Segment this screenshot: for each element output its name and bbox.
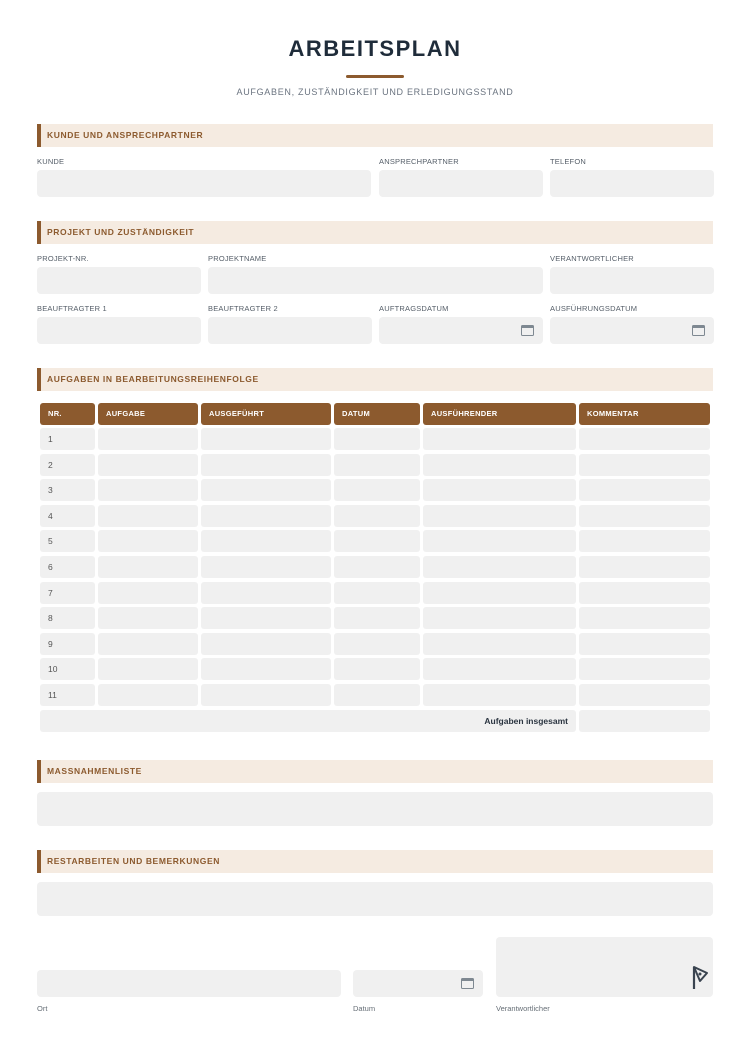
- task-cell-ausfuehrender[interactable]: [423, 684, 576, 706]
- ansprechpartner-label: ANSPRECHPARTNER: [379, 157, 459, 166]
- projekt-nr-field[interactable]: [37, 267, 201, 294]
- task-cell-ausfuehrender[interactable]: [423, 505, 576, 527]
- task-cell-aufgabe[interactable]: [98, 556, 198, 578]
- task-cell-ausgefuehrt[interactable]: [201, 479, 331, 501]
- datum-field[interactable]: [353, 970, 483, 997]
- projekt-nr-label: PROJEKT-NR.: [37, 254, 89, 263]
- telefon-label: TELEFON: [550, 157, 586, 166]
- task-row-number: 3: [40, 479, 95, 501]
- section-heading-project: PROJEKT UND ZUSTÄNDIGKEIT: [37, 221, 713, 244]
- task-cell-ausfuehrender[interactable]: [423, 479, 576, 501]
- kunde-label: KUNDE: [37, 157, 65, 166]
- task-cell-kommentar[interactable]: [579, 479, 710, 501]
- verantwortlicher-signature-label: Verantwortlicher: [496, 1004, 550, 1013]
- task-cell-aufgabe[interactable]: [98, 428, 198, 450]
- kunde-field[interactable]: [37, 170, 371, 197]
- task-cell-kommentar[interactable]: [579, 428, 710, 450]
- task-cell-aufgabe[interactable]: [98, 479, 198, 501]
- task-cell-datum[interactable]: [334, 428, 420, 450]
- task-cell-aufgabe[interactable]: [98, 582, 198, 604]
- task-cell-aufgabe[interactable]: [98, 658, 198, 680]
- verantwortlicher-field[interactable]: [550, 267, 714, 294]
- task-cell-datum[interactable]: [334, 505, 420, 527]
- title-underline: [346, 75, 404, 78]
- task-cell-datum[interactable]: [334, 607, 420, 629]
- task-cell-ausfuehrender[interactable]: [423, 530, 576, 552]
- task-cell-kommentar[interactable]: [579, 633, 710, 655]
- ausfuehrungsdatum-field[interactable]: [550, 317, 714, 344]
- task-row-number: 10: [40, 658, 95, 680]
- task-row-number: 7: [40, 582, 95, 604]
- task-cell-ausgefuehrt[interactable]: [201, 684, 331, 706]
- task-row-number: 4: [40, 505, 95, 527]
- task-cell-ausfuehrender[interactable]: [423, 607, 576, 629]
- calendar-icon[interactable]: [692, 325, 705, 336]
- task-cell-ausgefuehrt[interactable]: [201, 633, 331, 655]
- telefon-field[interactable]: [550, 170, 714, 197]
- task-cell-datum[interactable]: [334, 530, 420, 552]
- projektname-label: PROJEKTNAME: [208, 254, 267, 263]
- task-cell-datum[interactable]: [334, 658, 420, 680]
- section-heading-remarks: RESTARBEITEN UND BEMERKUNGEN: [37, 850, 713, 873]
- column-header-ausgefuehrt: AUSGEFÜHRT: [201, 403, 331, 425]
- page-title: ARBEITSPLAN: [288, 36, 462, 61]
- task-row-number: 1: [40, 428, 95, 450]
- beauftragter-2-label: BEAUFTRAGTER 2: [208, 304, 278, 313]
- column-header-ausfuehrender: AUSFÜHRENDER: [423, 403, 576, 425]
- task-row-number: 11: [40, 684, 95, 706]
- task-cell-datum[interactable]: [334, 479, 420, 501]
- task-cell-kommentar[interactable]: [579, 582, 710, 604]
- column-header-nr: NR.: [40, 403, 95, 425]
- task-cell-ausgefuehrt[interactable]: [201, 607, 331, 629]
- task-cell-ausfuehrender[interactable]: [423, 428, 576, 450]
- task-cell-aufgabe[interactable]: [98, 454, 198, 476]
- signature-field[interactable]: [496, 937, 713, 997]
- task-cell-ausgefuehrt[interactable]: [201, 556, 331, 578]
- task-cell-aufgabe[interactable]: [98, 530, 198, 552]
- task-row-number: 6: [40, 556, 95, 578]
- datum-label: Datum: [353, 1004, 376, 1013]
- ansprechpartner-field[interactable]: [379, 170, 543, 197]
- task-cell-ausgefuehrt[interactable]: [201, 505, 331, 527]
- measures-field[interactable]: [37, 792, 713, 826]
- ausfuehrungsdatum-label: AUSFÜHRUNGSDATUM: [550, 304, 638, 313]
- tasks-total-label: Aufgaben insgesamt: [40, 710, 576, 732]
- task-cell-datum[interactable]: [334, 582, 420, 604]
- beauftragter-1-field[interactable]: [37, 317, 201, 344]
- task-cell-datum[interactable]: [334, 684, 420, 706]
- verantwortlicher-label: VERANTWORTLICHER: [550, 254, 634, 263]
- task-cell-ausgefuehrt[interactable]: [201, 530, 331, 552]
- ort-field[interactable]: [37, 970, 341, 997]
- task-cell-ausgefuehrt[interactable]: [201, 658, 331, 680]
- task-cell-kommentar[interactable]: [579, 530, 710, 552]
- task-cell-datum[interactable]: [334, 556, 420, 578]
- column-header-datum: DATUM: [334, 403, 420, 425]
- ort-label: Ort: [37, 1004, 48, 1013]
- tasks-total-field[interactable]: [579, 710, 710, 732]
- beauftragter-2-field[interactable]: [208, 317, 372, 344]
- auftragsdatum-field[interactable]: [379, 317, 543, 344]
- task-cell-kommentar[interactable]: [579, 505, 710, 527]
- task-cell-kommentar[interactable]: [579, 658, 710, 680]
- task-cell-aufgabe[interactable]: [98, 505, 198, 527]
- projektname-field[interactable]: [208, 267, 543, 294]
- beauftragter-1-label: BEAUFTRAGTER 1: [37, 304, 107, 313]
- page-subtitle: AUFGABEN, ZUSTÄNDIGKEIT UND ERLEDIGUNGSSTAND: [236, 87, 514, 97]
- column-header-aufgabe: AUFGABE: [98, 403, 198, 425]
- task-cell-ausgefuehrt[interactable]: [201, 428, 331, 450]
- column-header-kommentar: KOMMENTAR: [579, 403, 710, 425]
- section-heading-measures: MASSNAHMENLISTE: [37, 760, 713, 783]
- pen-nib-icon: [691, 965, 709, 991]
- task-cell-ausfuehrender[interactable]: [423, 454, 576, 476]
- task-cell-kommentar[interactable]: [579, 454, 710, 476]
- task-cell-ausfuehrender[interactable]: [423, 556, 576, 578]
- task-cell-datum[interactable]: [334, 633, 420, 655]
- task-cell-datum[interactable]: [334, 454, 420, 476]
- auftragsdatum-label: AUFTRAGSDATUM: [379, 304, 449, 313]
- task-cell-aufgabe[interactable]: [98, 633, 198, 655]
- task-cell-aufgabe[interactable]: [98, 684, 198, 706]
- task-cell-aufgabe[interactable]: [98, 607, 198, 629]
- task-cell-ausfuehrender[interactable]: [423, 658, 576, 680]
- task-cell-kommentar[interactable]: [579, 684, 710, 706]
- section-heading-tasks: AUFGABEN IN BEARBEITUNGSREIHENFOLGE: [37, 368, 713, 391]
- task-cell-ausgefuehrt[interactable]: [201, 582, 331, 604]
- remarks-field[interactable]: [37, 882, 713, 916]
- section-heading-customer: KUNDE UND ANSPRECHPARTNER: [37, 124, 713, 147]
- task-row-number: 8: [40, 607, 95, 629]
- task-row-number: 9: [40, 633, 95, 655]
- calendar-icon[interactable]: [461, 978, 474, 989]
- task-row-number: 2: [40, 454, 95, 476]
- task-cell-kommentar[interactable]: [579, 556, 710, 578]
- task-cell-ausfuehrender[interactable]: [423, 582, 576, 604]
- task-cell-ausfuehrender[interactable]: [423, 633, 576, 655]
- task-cell-ausgefuehrt[interactable]: [201, 454, 331, 476]
- calendar-icon[interactable]: [521, 325, 534, 336]
- task-row-number: 5: [40, 530, 95, 552]
- task-cell-kommentar[interactable]: [579, 607, 710, 629]
